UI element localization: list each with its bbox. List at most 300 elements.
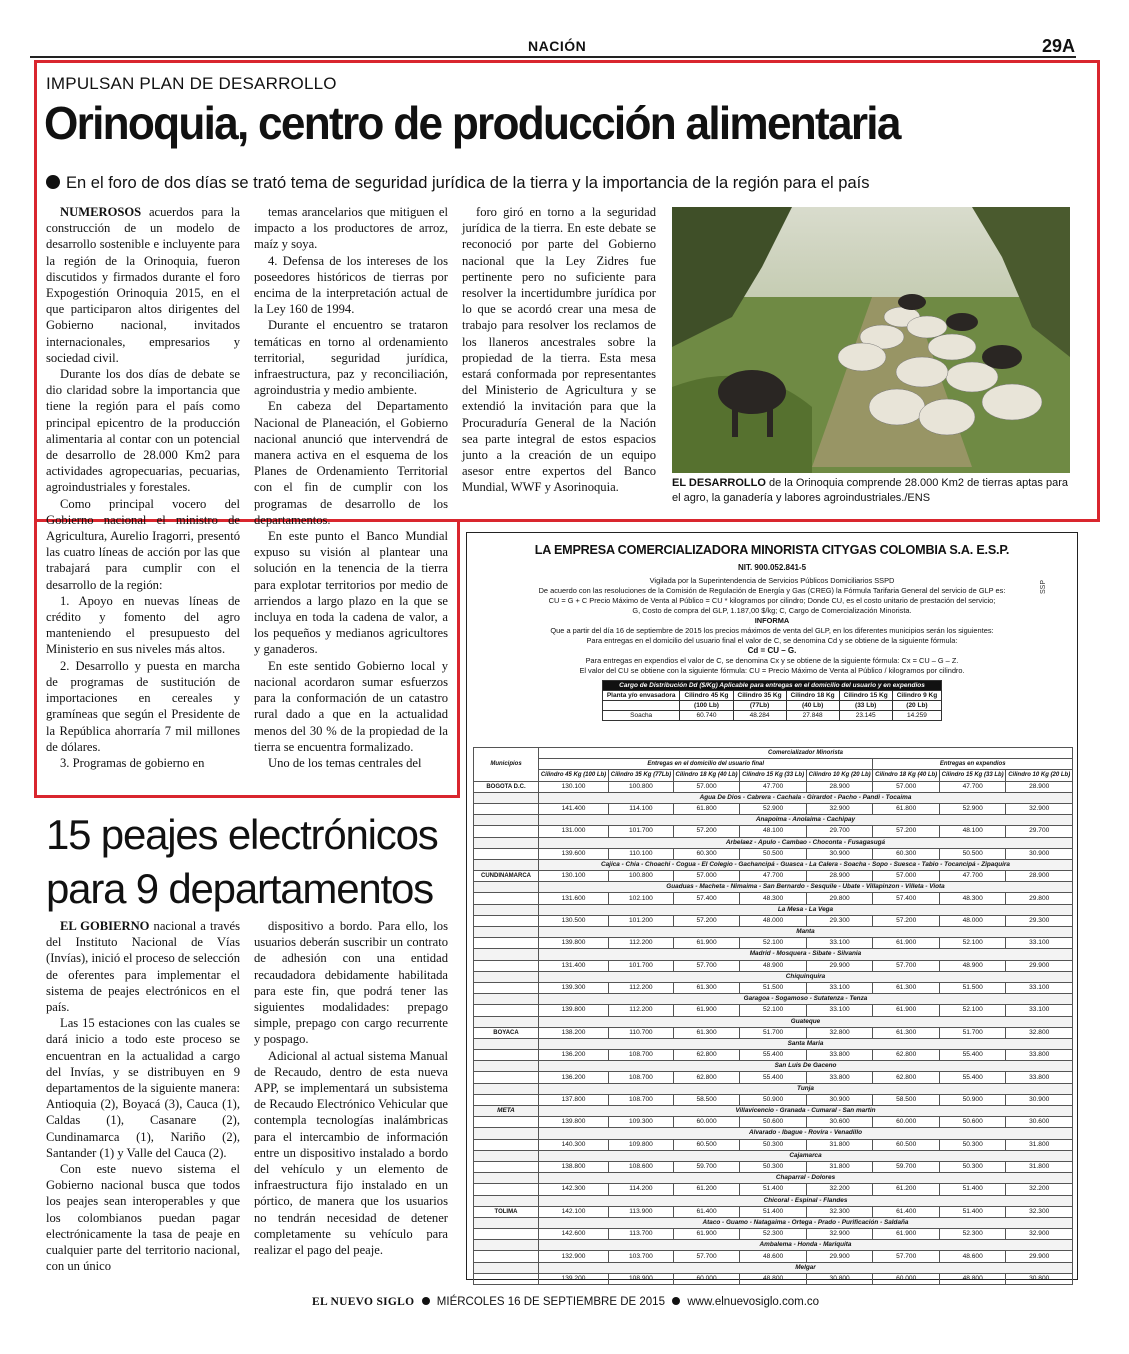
table-cell: 138.800	[539, 1161, 609, 1172]
table-cell	[474, 1229, 539, 1240]
table-cell: 32.300	[806, 1206, 873, 1217]
table-cell: 29.900	[1006, 960, 1073, 971]
table-cell	[474, 1050, 539, 1061]
table-cell: 57.000	[673, 871, 740, 882]
table-cell: 30.600	[1006, 1117, 1073, 1128]
table-cell: Ataco - Guamo - Natagaima - Ortega - Prado - Purificación - Saldaña	[539, 1217, 1073, 1228]
table-cell: 28.900	[806, 871, 873, 882]
table-cell	[474, 971, 539, 982]
table-cell: 60.500	[673, 1139, 740, 1150]
table-cell: 48.100	[939, 826, 1006, 837]
table-cell: 32.900	[1006, 803, 1073, 814]
table-cell: 60.300	[873, 848, 940, 859]
table-cell	[474, 803, 539, 814]
table-cell: 55.400	[939, 1050, 1006, 1061]
table-cell: 101.700	[609, 826, 674, 837]
section-name: NACIÓN	[528, 38, 587, 54]
table-cell: 61.900	[873, 1005, 940, 1016]
paragraph: Adicional al actual sistema Manual de Recaudo, dentro de esta nueva APP, se implementará un subsistema de Recaudo Electrónico Vehicular que contempla tecnologías inalámbricas para el intercambio de información entre un dispositivo instalado a bordo del vehículo y un elemento de infraestructura fijo instalado en un pórtico, de manera que los usuarios no tendrán necesidad de detener completamente su vehículo para realizar el pago del peaje.	[254, 1048, 448, 1258]
notice-lines	[467, 576, 1077, 616]
table-cell: 101.200	[609, 915, 674, 926]
distribution-cost-table	[602, 680, 942, 721]
table-cell: 50.500	[740, 848, 807, 859]
table-cell: 52.100	[740, 1005, 807, 1016]
table-cell: 60.000	[873, 1273, 940, 1284]
table-cell: 61.300	[673, 1027, 740, 1038]
table-cell: 100.800	[609, 871, 674, 882]
table-cell	[474, 815, 539, 826]
table-cell: Cilindro 45 Kg	[680, 691, 733, 701]
notice-lines-2	[467, 626, 1077, 646]
table-cell: Arbelaez - Apulo - Cambao - Choconta - Fusagasugá	[539, 837, 1073, 848]
table-cell	[474, 848, 539, 859]
table-cell: 61.300	[673, 982, 740, 993]
table-cell: 112.200	[609, 1005, 674, 1016]
table-cell	[474, 1262, 539, 1273]
article-headline: Orinoquia, centro de producción alimentaria	[44, 97, 900, 149]
table-cell: 32.900	[806, 803, 873, 814]
table-cell: Villavicencio - Granada - Cumaral - San martin	[539, 1106, 1073, 1117]
table-cell: (40 Lb)	[786, 701, 839, 711]
table-cell: 57.200	[673, 826, 740, 837]
table-cell: 33.100	[1006, 982, 1073, 993]
table-cell: 28.900	[1006, 781, 1073, 792]
table-cell: 62.800	[873, 1050, 940, 1061]
table-cell: 136.200	[539, 1072, 609, 1083]
table-cell: 114.100	[609, 803, 674, 814]
table-cell	[474, 792, 539, 803]
table-cell	[474, 1273, 539, 1284]
table-cell: Entregas en el domicilio del usuario final	[539, 759, 873, 770]
table-cell: Cilindro 10 Kg (20 Lb)	[806, 770, 873, 781]
table-cell: 131.600	[539, 893, 609, 904]
table-cell	[474, 1038, 539, 1049]
table-cell: Cilindro 18 Kg	[786, 691, 839, 701]
table-cell: 57.200	[873, 826, 940, 837]
table-cell: 51.700	[939, 1027, 1006, 1038]
table-cell	[474, 1117, 539, 1128]
table-cell: 48.900	[939, 960, 1006, 971]
notice-line: Para entregas en el domicilio del usuario final el valor de C, se denomina Cd y se obtiene de la siguiente fórmula:	[586, 636, 958, 645]
table-cell: 55.400	[740, 1050, 807, 1061]
paragraph: 4. Defensa de los intereses de los poseedores históricos de tierras por encima de la interpretación actual de la Ley 160 de 1994.	[254, 253, 448, 317]
table-cell: 61.200	[673, 1184, 740, 1195]
paragraph: foro giró en torno a la seguridad jurídica de la tierra. En este debate se reconoció por parte del Gobierno nacional que la Ley Zidres fue pertinente pero no suficiente para resolver la incertidumbre jurídica por lo que se acordó crear una mesa de trabajo para resolver los reclamos de los llaneros ancestrales sobre la propiedad de la tierra. Esta mesa estará conformada por representantes del Ministerio de Agricultura y se extendió la invitación para que la Procuraduría General de la Nación sea parte integral de estos espacios junto a la creación de un equipo asesor entre expertos del Banco Mundial, WWF y Asorinoquia.	[462, 205, 656, 495]
table-cell: 62.800	[673, 1072, 740, 1083]
table-cell: 130.500	[539, 915, 609, 926]
page-number: 29A	[1041, 36, 1075, 56]
table-cell: 50.900	[740, 1094, 807, 1105]
table-cell: 33.800	[1006, 1072, 1073, 1083]
table-cell: 61.300	[873, 1027, 940, 1038]
table-cell: 50.300	[740, 1139, 807, 1150]
table-cell: Comercializador Minorista	[539, 748, 1073, 759]
table-cell: 57.700	[673, 960, 740, 971]
table-cell: 139.800	[539, 938, 609, 949]
paragraph: dispositivo a bordo. Para ello, los usuarios deberán suscribir un contrato de adhesión con una entidad recaudadora debidamente habilitada para este fin, que podrá tener las siguientes modalidades: prepago simple, prepago con cargo recurrente y pospago.	[254, 919, 448, 1047]
table-cell	[474, 915, 539, 926]
table-cell	[474, 949, 539, 960]
table-cell: Cilindro 35 Kg (77Lb)	[609, 770, 674, 781]
table-cell: Cilindro 10 Kg (20 Lb)	[1006, 770, 1073, 781]
table-cell: 57.000	[873, 781, 940, 792]
notice-line: CU = G + C Precio Máximo de Venta al Público = CU * kilogramos por cilindro; Donde CU, es el costo unitario de prestación del servicio;	[548, 596, 996, 605]
table-cell	[474, 893, 539, 904]
article-column-2	[254, 204, 448, 771]
table-cell: 62.800	[873, 1072, 940, 1083]
paragraph: Las 15 estaciones con las cuales se dará inicio a todo este proceso se encuentran en la actualidad a cargo del Invías, y se distribuyen en 9 departamentos de la siguiente manera: Antioquia (2), Boyacá (3), Cauca (1), Caldas (1), Casanare (2), Cundinamarca (1), Nariño (2), Santander (1) y Valle del Cauca (2).	[46, 1016, 240, 1160]
table-cell: 108.700	[609, 1094, 674, 1105]
table-cell: 48.000	[740, 915, 807, 926]
table-cell: 140.300	[539, 1139, 609, 1150]
table-header: Cargo de Distribución Dd ($/Kg) Aplicable para entregas en el domicilio del usuario y en expendios	[602, 681, 941, 691]
notice-formula: Cd = CU – G.	[747, 646, 797, 655]
table-cell: Chaparral - Dolores	[539, 1173, 1073, 1184]
notice-line: Para entregas en expendios el valor de C, se denomina Cx y se obtiene de la siguiente fórmula: Cx = CU – G – Z.	[585, 656, 959, 665]
table-cell: 138.200	[539, 1027, 609, 1038]
table-cell: 32.800	[1006, 1027, 1073, 1038]
table-cell: 112.200	[609, 938, 674, 949]
table-cell: 131.400	[539, 960, 609, 971]
table-cell	[474, 837, 539, 848]
table-cell: La Mesa - La Vega	[539, 904, 1073, 915]
table-cell: Cilindro 35 Kg	[733, 691, 786, 701]
table-cell: 48.100	[740, 826, 807, 837]
table-cell: 57.700	[673, 1251, 740, 1262]
footer-date: MIÉRCOLES 16 DE SEPTIEMBRE DE 2015	[436, 1296, 665, 1308]
table-cell: 27.848	[786, 711, 839, 721]
table-cell: 57.000	[673, 781, 740, 792]
newspaper-name: EL NUEVO SIGLO	[312, 1296, 415, 1308]
table-cell	[474, 1184, 539, 1195]
table-cell	[474, 1195, 539, 1206]
table-cell	[474, 1150, 539, 1161]
table-cell: Cilindro 15 Kg	[839, 691, 892, 701]
photo-caption: EL DESARROLLO de la Orinoquia comprende 28.000 Km2 de tierras aptas para el agro, la ganadería y labores agroindustriales./ENS	[672, 477, 1068, 504]
table-cell: 30.800	[806, 1273, 873, 1284]
table-cell: 48.800	[939, 1273, 1006, 1284]
table-cell	[474, 927, 539, 938]
table-cell: 100.800	[609, 781, 674, 792]
table-cell: 50.300	[939, 1161, 1006, 1172]
table-cell: 137.800	[539, 1094, 609, 1105]
table-cell: 110.700	[609, 1027, 674, 1038]
table-cell: 108.600	[609, 1161, 674, 1172]
table-cell	[474, 1173, 539, 1184]
table-cell: 48.600	[939, 1251, 1006, 1262]
table-cell: 61.200	[873, 1184, 940, 1195]
table-cell: 52.100	[939, 1005, 1006, 1016]
table-cell: 30.900	[806, 848, 873, 859]
table-cell: META	[474, 1106, 539, 1117]
bullet-icon	[46, 175, 60, 189]
table-cell: 58.500	[673, 1094, 740, 1105]
table-cell: 52.300	[939, 1229, 1006, 1240]
notice-informa: INFORMA	[754, 616, 790, 625]
paragraph: Durante el encuentro se trataron temáticas en torno al ordenamiento territorial, seguridad jurídica, infraestructura, paz y reconciliación, agroindustria y medio ambiente.	[254, 318, 448, 398]
table-cell: 139.200	[539, 1273, 609, 1284]
table-cell: 29.900	[1006, 1251, 1073, 1262]
table-cell: 142.300	[539, 1184, 609, 1195]
paragraph: En este punto el Banco Mundial expuso su visión al plantear una solución en la tenencia de la tierra para explotar territorios por medio de arriendos a largo plazo en la que se incluya en toda la cadena de valor, a los pequeños y medianos agricultores y ganaderos.	[254, 529, 448, 657]
paragraph: 3. Programas de gobierno en	[60, 755, 205, 770]
table-cell: 55.400	[939, 1072, 1006, 1083]
table-cell: 47.700	[740, 871, 807, 882]
paragraph: 2. Desarrollo y puesta en marcha de programas de sustitución de importaciones en cereales y gramíneas que según el Presidente de la República ahorraría 7 mil millones de dólares.	[46, 658, 240, 754]
table-cell: Alvarado - Ibague - Rovira - Venadillo	[539, 1128, 1073, 1139]
table-cell: 55.400	[740, 1072, 807, 1083]
table-cell: 101.700	[609, 960, 674, 971]
paragraph: En cabeza del Departamento Nacional de Planeación, el Gobierno nacional anunció que intervendrá de manera activa en el esquema de los Planes de Ordenamiento Territorial con el fin de cumplir con los programas de desarrollo de los departamentos.	[254, 399, 448, 527]
table-cell: 112.200	[609, 982, 674, 993]
table-cell	[474, 1016, 539, 1027]
table-cell: 48.600	[740, 1251, 807, 1262]
table-cell: 32.200	[806, 1184, 873, 1195]
table-cell: 29.800	[806, 893, 873, 904]
table-cell	[474, 1161, 539, 1172]
table-cell: 33.100	[806, 1005, 873, 1016]
table-cell: 61.900	[673, 1229, 740, 1240]
table-cell: Planta y/o envasadora	[602, 691, 680, 701]
table-cell: 142.600	[539, 1229, 609, 1240]
table-cell: Chiquinquira	[539, 971, 1073, 982]
table-cell	[474, 826, 539, 837]
table-cell	[474, 904, 539, 915]
table-cell: Chicoral - Espinal - Flandes	[539, 1195, 1073, 1206]
table-cell: 52.900	[740, 803, 807, 814]
header-rule	[30, 56, 1076, 58]
table-cell: 28.900	[806, 781, 873, 792]
table-cell: (33 Lb)	[839, 701, 892, 711]
table-cell: (77Lb)	[733, 701, 786, 711]
table-cell: 108.900	[609, 1273, 674, 1284]
table-cell: 109.300	[609, 1117, 674, 1128]
article2-column-2	[254, 918, 448, 1258]
table-cell: 31.800	[1006, 1161, 1073, 1172]
table-cell: Cilindro 9 Kg	[892, 691, 941, 701]
table-cell: 57.000	[873, 871, 940, 882]
table-cell: CUNDINAMARCA	[474, 871, 539, 882]
table-cell	[474, 1128, 539, 1139]
table-cell: 57.200	[873, 915, 940, 926]
article2-headline: 15 peajes electrónicos para 9 departamentos	[46, 811, 438, 912]
table-cell: 33.800	[806, 1050, 873, 1061]
paragraph: Uno de los temas centrales del	[268, 755, 422, 770]
article-column-1	[46, 204, 240, 771]
bullet-icon	[422, 1297, 430, 1305]
table-cell: 61.400	[873, 1206, 940, 1217]
table-cell: Melgar	[539, 1262, 1073, 1273]
table-cell: 61.800	[673, 803, 740, 814]
paragraph: Con este nuevo sistema el Gobierno nacional busca que todos los peajes sean interoperables y que los colombianos puedan pagar electrónicamente la tasa de peaje en cualquier parte del territorio nacional, con un único	[46, 1162, 240, 1274]
table-cell	[474, 1240, 539, 1251]
article-deck: En el foro de dos días se trató tema de seguridad jurídica de la tierra y la importancia de la región para el país	[46, 174, 869, 193]
article-column-3	[462, 204, 656, 496]
table-cell: Cilindro 45 Kg (100 Lb)	[539, 770, 609, 781]
table-cell: 30.900	[806, 1094, 873, 1105]
table-cell: 62.800	[673, 1050, 740, 1061]
table-cell: 52.100	[939, 938, 1006, 949]
table-cell	[474, 938, 539, 949]
ssp-logo: SSP	[1040, 580, 1047, 595]
paragraph: Como principal vocero del Gobierno nacional el ministro de Agricultura, Aurelio Iragorri, presentó las cuatro líneas de acción por las que trabajará para cumplir con el desarrollo de la región:	[46, 496, 240, 592]
table-cell: Entregas en expendios	[873, 759, 1073, 770]
table-cell: 29.300	[1006, 915, 1073, 926]
table-cell: Santa Maria	[539, 1038, 1073, 1049]
table-cell: 33.100	[1006, 938, 1073, 949]
table-cell: Cilindro 15 Kg (33 Lb)	[740, 770, 807, 781]
table-cell	[474, 1251, 539, 1262]
table-cell: 29.800	[1006, 893, 1073, 904]
notice-nit: NIT. 900.052.841-5	[737, 563, 807, 572]
paragraph: EL GOBIERNO nacional a través del Instituto Nacional de Vías (Invías), inició el proceso de selección de oferentes para implementar el sistema de peajes electrónicos en el país.	[46, 919, 241, 1015]
table-cell: TOLIMA	[474, 1206, 539, 1217]
photo-illustration	[672, 207, 1070, 473]
bullet-icon	[672, 1297, 680, 1305]
table-cell: Guateque	[539, 1016, 1073, 1027]
table-cell: 58.500	[873, 1094, 940, 1105]
table-cell: 47.700	[740, 781, 807, 792]
table-cell: 32.900	[1006, 1229, 1073, 1240]
table-cell: Cilindro 18 Kg (40 Lb)	[873, 770, 940, 781]
table-cell	[474, 994, 539, 1005]
table-cell: 60.000	[873, 1117, 940, 1128]
table-cell: 30.800	[1006, 1273, 1073, 1284]
citygas-notice	[466, 532, 1078, 1280]
notice-line: El valor del CU se obtiene con la siguiente fórmula: CU = Precio Máximo de Venta al Público / kilogramos por cilindro.	[579, 666, 965, 675]
table-cell: BOYACA	[474, 1027, 539, 1038]
table-cell: 114.200	[609, 1184, 674, 1195]
table-cell: 60.000	[673, 1273, 740, 1284]
table-cell: 103.700	[609, 1251, 674, 1262]
lead-word: NUMEROSOS	[60, 205, 142, 219]
table-cell: 47.700	[939, 871, 1006, 882]
article-kicker: IMPULSAN PLAN DE DESARROLLO	[46, 74, 337, 93]
table-cell: Madrid - Mosquera - Sibate - Silvania	[539, 949, 1073, 960]
table-cell: 47.700	[939, 781, 1006, 792]
table-cell: 102.100	[609, 893, 674, 904]
table-cell: San Luis De Gaceno	[539, 1061, 1073, 1072]
table-cell: 32.800	[806, 1027, 873, 1038]
table-cell: 29.900	[806, 1251, 873, 1262]
table-cell: 139.800	[539, 1117, 609, 1128]
table-cell: 51.400	[939, 1206, 1006, 1217]
table-cell: 60.300	[673, 848, 740, 859]
table-cell: 48.300	[939, 893, 1006, 904]
table-cell: 136.200	[539, 1050, 609, 1061]
table-cell: 50.600	[740, 1117, 807, 1128]
paragraph: temas arancelarios que mitiguen el impacto a los productores de arroz, maíz y soya.	[254, 205, 448, 252]
table-cell: 23.145	[839, 711, 892, 721]
table-cell: 139.600	[539, 848, 609, 859]
table-cell: 52.900	[939, 803, 1006, 814]
table-cell: 51.400	[740, 1206, 807, 1217]
table-cell: Guaduas - Macheta - Nimaima - San Bernardo - Sesquile - Ubate - Villapinzon - Villeta - Viota	[539, 882, 1073, 893]
table-cell: Cajica - Chia - Choachi - Cogua - El Colegio - Gachancipá - Guasca - La Calera - Soacha - Sopo - Suesca - Tabio - Tocancipá - Zipaquira	[539, 859, 1073, 870]
table-cell: 113.900	[609, 1206, 674, 1217]
table-cell: 51.500	[740, 982, 807, 993]
table-cell: 50.900	[939, 1094, 1006, 1105]
table-cell	[474, 882, 539, 893]
table-cell: 61.300	[873, 982, 940, 993]
table-cell: 60.740	[680, 711, 733, 721]
lead-word: EL GOBIERNO	[60, 919, 150, 933]
table-cell: BOGOTA D.C.	[474, 781, 539, 792]
notice-line: Vigilada por la Superintendencia de Servicios Públicos Domiciliarios SSPD	[649, 576, 895, 585]
table-cell: 139.800	[539, 1005, 609, 1016]
paragraph: 1. Apoyo en nuevas líneas de crédito y fomento del agro manteniendo el presupuesto del Ministerio en sus niveles más altos.	[46, 593, 240, 657]
table-cell: (100 Lb)	[680, 701, 733, 711]
table-cell	[474, 1094, 539, 1105]
table-cell: 52.100	[740, 938, 807, 949]
cattle-herd-photo	[672, 207, 1070, 473]
table-cell	[474, 1217, 539, 1228]
table-cell: 51.500	[939, 982, 1006, 993]
notice-line: G, Costo de compra del GLP, 1.187,00 $/kg; C, Cargo de Comercialización Minorista.	[632, 606, 912, 615]
table-cell	[602, 701, 680, 711]
table-cell	[474, 1072, 539, 1083]
table-cell: 32.300	[1006, 1206, 1073, 1217]
notice-title: LA EMPRESA COMERCIALIZADORA MINORISTA CITYGAS COLOMBIA S.A. E.S.P.	[534, 543, 1010, 557]
table-cell: 48.300	[740, 893, 807, 904]
table-cell: 130.100	[539, 781, 609, 792]
table-cell: 33.800	[806, 1072, 873, 1083]
table-cell: 32.200	[1006, 1184, 1073, 1195]
table-cell	[474, 1083, 539, 1094]
table-cell: Cilindro 15 Kg (33 Lb)	[939, 770, 1006, 781]
table-cell: Tunja	[539, 1083, 1073, 1094]
table-cell: 50.600	[939, 1117, 1006, 1128]
article2-column-1	[46, 918, 240, 1274]
table-cell: 30.900	[1006, 848, 1073, 859]
paragraph: En este sentido Gobierno local y nacional acordaron sumar esfuerzos para la conformación de un catastro rural dado a que en la actualidad menos del 30 % de la propiedad de la tierra se encuentra formalizado.	[254, 658, 448, 754]
table-cell: 61.900	[673, 938, 740, 949]
table-cell: 30.600	[806, 1117, 873, 1128]
table-cell: 57.400	[873, 893, 940, 904]
table-cell: 28.900	[1006, 871, 1073, 882]
table-cell: 48.900	[740, 960, 807, 971]
table-cell	[474, 960, 539, 971]
table-cell: 61.400	[673, 1206, 740, 1217]
table-cell: 48.800	[740, 1273, 807, 1284]
table-cell: 131.000	[539, 826, 609, 837]
table-cell: 31.800	[1006, 1139, 1073, 1150]
table-cell: 59.700	[873, 1161, 940, 1172]
table-cell: Anapoima - Anolaima - Cachipay	[539, 815, 1073, 826]
notice-line: De acuerdo con las resoluciones de la Comisión de Regulación de Energía y Gas (CREG) la Fórmula Tarifaria General del servicio de GLP es:	[538, 586, 1006, 595]
table-cell: 30.900	[1006, 1094, 1073, 1105]
table-cell: 51.400	[939, 1184, 1006, 1195]
table-cell: Garagoa - Sogamoso - Sutatenza - Tenza	[539, 994, 1073, 1005]
table-cell: 60.000	[673, 1117, 740, 1128]
table-cell: Manta	[539, 927, 1073, 938]
table-cell: 57.700	[873, 960, 940, 971]
table-cell: 33.100	[806, 982, 873, 993]
table-cell: 59.700	[673, 1161, 740, 1172]
table-cell: 51.700	[740, 1027, 807, 1038]
table-cell: Municipios	[474, 748, 539, 782]
table-cell	[474, 1139, 539, 1150]
table-cell: 57.700	[873, 1251, 940, 1262]
table-cell	[474, 982, 539, 993]
table-cell: 29.700	[806, 826, 873, 837]
table-cell: 139.300	[539, 982, 609, 993]
table-cell: 108.700	[609, 1072, 674, 1083]
table-cell: 108.700	[609, 1050, 674, 1061]
table-cell: 142.100	[539, 1206, 609, 1217]
table-cell: 31.800	[806, 1139, 873, 1150]
table-cell: (20 Lb)	[892, 701, 941, 711]
